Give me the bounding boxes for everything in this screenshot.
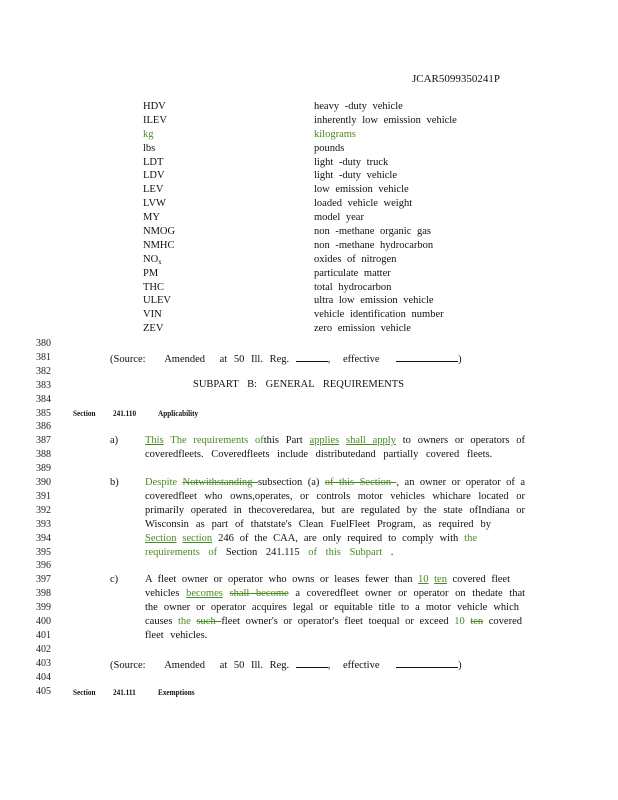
source-close: ) (458, 354, 462, 365)
line-number: 404 (36, 671, 51, 683)
abbreviation-key: ULEV (143, 295, 171, 307)
line-number: 394 (36, 532, 51, 544)
abbreviation-value: inherently low emission vehicle (314, 114, 457, 126)
section-label: Section (73, 408, 96, 418)
abbreviation-key: LEV (143, 184, 164, 196)
abbreviation-value: kilograms (314, 128, 356, 140)
line-number: 381 (36, 351, 51, 363)
inserted-text: section (182, 533, 213, 544)
inserted-text: shall apply (346, 435, 396, 446)
source-effective: effective (342, 354, 380, 365)
abbreviation-key: ILEV (143, 114, 167, 126)
line-number: 395 (36, 546, 51, 558)
inserted-text: 10 (418, 574, 429, 585)
abbreviation-key: NMHC (143, 239, 175, 251)
abbreviation-subscript: x (158, 257, 162, 266)
abbreviation-value: loaded vehicle weight (314, 198, 413, 210)
abbreviation-value: pounds (314, 142, 345, 154)
inserted-text: becomes (186, 588, 223, 599)
text-run: fleet owner's or operator's fleet toequal or exceed (221, 616, 455, 627)
deleted-text: Notwithstanding (182, 477, 258, 488)
inserted-text: applies (309, 435, 340, 446)
source-prefix: (Source: (110, 660, 146, 671)
line-number: 396 (36, 560, 51, 572)
line-number: 380 (36, 338, 51, 349)
document-id: JCAR5099350241P (412, 73, 501, 85)
abbreviation-key: HDV (143, 101, 166, 112)
paragraph-c-line-3: the owner or operator acquires legal or equitable title to a motor vehicle which (145, 602, 519, 613)
line-number: 393 (36, 518, 51, 530)
source-close: ) (458, 660, 462, 671)
inserted-text: This (145, 435, 164, 446)
abbreviation-key: LVW (143, 198, 166, 210)
paragraph-b-line-1 (145, 477, 525, 488)
source-register: at 50 Ill. Reg. (219, 660, 290, 671)
section-title: Applicability (158, 408, 199, 418)
line-number: 399 (36, 602, 51, 614)
abbreviation-key: kg (143, 128, 154, 140)
effective-blank (396, 352, 458, 362)
text-run: covered fleet (446, 574, 511, 585)
paragraph-c-line-5: fleet vehicles. (145, 630, 208, 641)
abbreviation-key: ZEV (143, 323, 164, 335)
line-number: 392 (36, 504, 51, 516)
abbreviation-value: low emission vehicle (314, 184, 409, 196)
text-run: , an owner or operator of a (396, 477, 525, 488)
inserted-text: the (178, 616, 197, 627)
text-run: subsection (a) (257, 477, 325, 488)
abbreviation-key: LDT (143, 156, 164, 168)
register-blank (296, 658, 328, 668)
source-comma: , (327, 660, 331, 671)
abbreviation-value: non -methane hydrocarbon (314, 239, 434, 251)
source-register: at 50 Ill. Reg. (219, 354, 290, 365)
inserted-text: of this Subpart (308, 547, 383, 558)
text-run: . (382, 547, 394, 558)
inserted-text: 10 (454, 616, 465, 627)
paragraph-c-line-1 (145, 574, 510, 585)
deleted-text: ten (470, 616, 484, 627)
source-note (110, 352, 462, 365)
line-number: 391 (36, 490, 51, 502)
line-number: 403 (36, 657, 51, 669)
abbreviation-key: LDV (143, 170, 165, 182)
inserted-text: the (464, 533, 477, 544)
source-amended: Amended (164, 354, 206, 365)
abbreviation-key: $NO_x$ (143, 253, 162, 266)
text-run (339, 435, 346, 446)
section-number: 241.110 (113, 408, 137, 418)
line-number: 390 (36, 477, 51, 488)
text-run: A fleet owner or operator who owns or leases fewer than (145, 574, 419, 585)
text-run: to owners or operators of (395, 435, 526, 446)
abbreviation-value: light -duty vehicle (314, 170, 397, 182)
abbreviation-value: particulate matter (314, 267, 391, 279)
inserted-text: The (170, 435, 187, 446)
inserted-text: Section (145, 533, 177, 544)
abbreviation-key: VIN (143, 309, 162, 321)
abbreviation-key: lbs (143, 142, 156, 154)
inserted-text: requirements of (145, 547, 226, 558)
paragraph-c-line-2 (145, 588, 525, 599)
source-effective: effective (342, 660, 380, 671)
text-run: causes (145, 616, 179, 627)
paragraph-b-line-5 (145, 533, 477, 544)
abbreviation-value: vehicle identification number (314, 309, 444, 321)
line-number: 402 (36, 643, 51, 655)
abbreviation-key: PM (143, 267, 159, 279)
line-number: 383 (36, 379, 51, 391)
paragraph-a-marker: a) (110, 435, 119, 446)
abbreviation-key: MY (143, 212, 160, 224)
line-number: 401 (36, 629, 51, 641)
line-number: 382 (36, 365, 51, 377)
text-run: Section 241.115 (225, 547, 309, 558)
line-number: 389 (36, 463, 51, 475)
source-comma: , (327, 354, 331, 365)
line-number: 405 (36, 685, 51, 697)
text-run: a coveredfleet owner or operator on thedate that (288, 588, 526, 599)
line-number: 387 (36, 435, 51, 447)
paragraph-c-line-4 (145, 616, 522, 627)
abbreviation-value: light -duty truck (314, 156, 389, 168)
abbreviation-key: NMOG (143, 226, 176, 238)
register-blank (296, 352, 328, 362)
abbreviation-value: model year (314, 212, 364, 224)
paragraph-b-marker: b) (110, 477, 119, 488)
source-prefix: (Source: (110, 354, 146, 365)
paragraph-b-line-2: coveredfleet who owns,operates, or controls motor vehicles whichare located or (145, 491, 525, 502)
paragraph-b-line-3: primarily operated in thecoveredarea, but are regulated by the state ofIndiana or (145, 505, 525, 516)
inserted-text: requirements of (186, 435, 264, 446)
section-title-2: Exemptions (158, 687, 195, 697)
deleted-text: shall become (229, 588, 289, 599)
section-label-2: Section (73, 687, 96, 697)
text-run: covered (483, 616, 522, 627)
line-number: 388 (36, 449, 51, 461)
line-number: 386 (36, 421, 51, 433)
paragraph-b-line-4: Wisconsin as part of thatstate's Clean FuelFleet Program, as required by (145, 519, 491, 530)
subpart-heading: SUBPART B: GENERAL REQUIREMENTS (193, 379, 404, 390)
abbreviation-key: THC (143, 281, 164, 293)
text-run: 246 of the CAA, are only required to comply with (212, 533, 465, 544)
text-run (223, 588, 230, 599)
deleted-text: of this Section (324, 477, 397, 488)
abbreviation-value: non -methane organic gas (314, 226, 431, 238)
deleted-text: such (196, 616, 222, 627)
text-run: vehicles (145, 588, 187, 599)
source-note-2 (110, 658, 462, 671)
effective-blank (396, 658, 458, 668)
line-number: 384 (36, 393, 51, 405)
source-amended: Amended (164, 660, 206, 671)
paragraph-c-marker: c) (110, 574, 119, 585)
abbreviation-value: heavy -duty vehicle (314, 101, 403, 112)
abbreviation-value: ultra low emission vehicle (314, 295, 434, 307)
line-number: 397 (36, 574, 51, 586)
paragraph-b-line-6 (145, 547, 525, 558)
paragraph-a-line-2: coveredfleets. Coveredfleets include distributedand partially covered fleets. (145, 449, 493, 460)
abbreviation-value: total hydrocarbon (314, 281, 392, 293)
line-number: 385 (36, 407, 51, 419)
line-number: 398 (36, 588, 51, 600)
section-number-2: 241.111 (113, 687, 136, 697)
abbreviation-value: zero emission vehicle (314, 323, 411, 335)
text-run: this Part (263, 435, 310, 446)
inserted-text: ten (434, 574, 447, 585)
inserted-text: Despite (145, 477, 183, 488)
paragraph-a-line-1 (145, 435, 525, 446)
abbreviation-value: oxides of nitrogen (314, 253, 397, 265)
line-number: 400 (36, 616, 51, 627)
